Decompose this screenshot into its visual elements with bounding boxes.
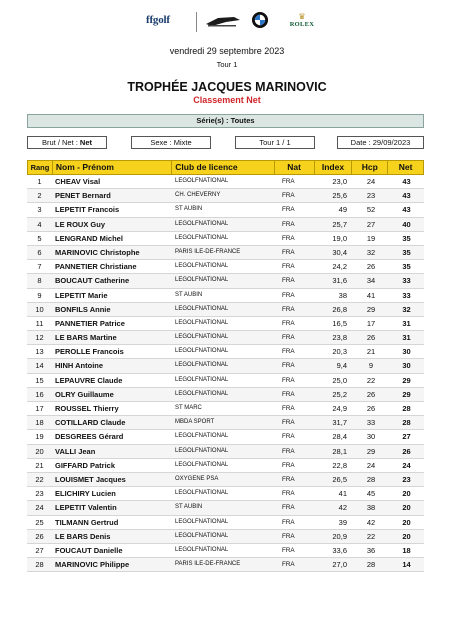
cell-nat: FRA: [282, 405, 295, 412]
cell-name: TILMANN Gertrud: [55, 517, 119, 527]
cell-net: 26: [402, 446, 411, 456]
cell-club: OXYGENE PSA: [175, 475, 219, 482]
cell-net: 24: [402, 460, 411, 470]
cell-rank: 14: [35, 361, 44, 371]
cell-name: ELICHIRY Lucien: [55, 489, 116, 499]
cell-nat: FRA: [282, 518, 295, 526]
table-row: [27, 558, 424, 572]
table-row: [27, 430, 424, 444]
cell-club: LEGOLFNATIONAL: [175, 546, 229, 553]
tour-filter: Tour 1 / 1: [235, 136, 315, 149]
cell-name: LOUISMET Jacques: [55, 474, 126, 484]
cell-club: LEGOLFNATIONAL: [175, 319, 229, 326]
cell-nat: FRA: [282, 192, 295, 200]
cell-club: ST AUBIN: [175, 504, 203, 511]
cell-name: LE BARS Denis: [55, 531, 111, 541]
cell-club: LEGOLFNATIONAL: [175, 277, 229, 284]
cell-name: LE BARS Martine: [55, 333, 117, 343]
cell-hcp: 38: [366, 503, 376, 513]
sexe-filter: Sexe : Mixte: [131, 136, 211, 149]
cell-name: LEPAUVRE Claude: [55, 375, 123, 385]
table-row: [27, 232, 424, 246]
cell-net: 35: [402, 262, 411, 272]
cell-index: 28,1: [332, 446, 347, 456]
cell-index: 33,6: [332, 545, 347, 555]
cell-hcp: 21: [366, 347, 376, 357]
table-header: [27, 160, 424, 175]
cell-nat: FRA: [282, 433, 295, 441]
cell-name: ROUSSEL Thierry: [55, 404, 119, 413]
tour-label: Tour 1: [216, 60, 238, 69]
date-filter: Date : 29/09/2023: [337, 136, 424, 149]
cell-hcp: 27: [366, 219, 376, 229]
cell-index: 25,7: [332, 219, 347, 229]
cell-name: BOUCAUT Catherine: [55, 276, 130, 286]
cell-name: FOUCAUT Danielle: [55, 545, 123, 555]
cell-net: 35: [402, 247, 411, 257]
cell-club: LEGOLFNATIONAL: [175, 447, 229, 454]
cell-hcp: 17: [366, 318, 376, 328]
table-row: [27, 345, 424, 359]
cell-hcp: 29: [366, 446, 376, 456]
logo-divider: [196, 12, 197, 32]
cell-index: 19,0: [332, 233, 347, 243]
cell-hcp: 28: [366, 560, 376, 570]
cell-nat: FRA: [282, 319, 295, 327]
cell-rank: 2: [37, 191, 42, 201]
event-date: vendredi 29 septembre 2023: [169, 46, 285, 56]
cell-rank: 3: [37, 205, 42, 215]
cell-club: LEGOLFNATIONAL: [175, 334, 229, 341]
cell-club: ST AUBIN: [175, 206, 203, 213]
table-row: [27, 473, 424, 487]
cell-net: 40: [402, 219, 411, 229]
table-row: [27, 459, 424, 473]
cell-hcp: 26: [366, 333, 376, 343]
results-table: [27, 160, 424, 572]
table-row: [27, 445, 424, 459]
cell-name: DESGREES Gérard: [55, 432, 124, 442]
column-header-nat: Nat: [275, 161, 315, 174]
cell-nat: FRA: [282, 178, 295, 185]
brut-net-filter: Brut / Net : Net: [27, 136, 107, 149]
cell-rank: 27: [35, 545, 44, 555]
cell-hcp: 24: [366, 177, 376, 186]
table-row: [27, 544, 424, 558]
cell-nat: FRA: [282, 362, 295, 370]
cell-hcp: 22: [366, 531, 376, 541]
cell-hcp: 24: [366, 460, 376, 470]
cell-club: LEGOLFNATIONAL: [175, 518, 229, 525]
cell-name: LEPETIT Valentin: [55, 503, 117, 513]
cell-name: LE ROUX Guy: [55, 219, 106, 229]
cell-hcp: 34: [366, 276, 376, 286]
cell-net: 27: [402, 432, 411, 442]
table-row: [27, 501, 424, 515]
table-row: [27, 303, 424, 317]
cell-index: 23,0: [332, 177, 347, 186]
cell-rank: 11: [35, 318, 44, 328]
cell-rank: 5: [37, 233, 42, 243]
cell-club: LEGOLFNATIONAL: [175, 390, 229, 397]
cell-rank: 18: [35, 418, 44, 428]
cell-net: 31: [402, 333, 411, 343]
cell-index: 23,8: [332, 333, 347, 343]
cell-net: 33: [402, 276, 411, 286]
table-row: [27, 331, 424, 345]
table-row: [27, 218, 424, 232]
cell-rank: 25: [35, 517, 44, 527]
cell-index: 39: [338, 517, 347, 527]
trophy-logo: [204, 15, 242, 28]
cell-net: 28: [402, 404, 411, 413]
cell-hcp: 42: [366, 517, 376, 527]
cell-index: 27,0: [332, 560, 347, 570]
cell-club: LEGOLFNATIONAL: [175, 220, 229, 227]
page-subtitle: Classement Net: [193, 95, 261, 105]
cell-hcp: 45: [366, 489, 376, 499]
cell-net: 29: [402, 375, 411, 385]
cell-rank: 4: [37, 219, 42, 229]
cell-rank: 12: [35, 333, 44, 343]
cell-nat: FRA: [282, 220, 295, 228]
cell-index: 28,4: [332, 432, 347, 442]
table-row: [27, 374, 424, 388]
column-header-net: Net: [398, 162, 413, 172]
cell-index: 24,2: [332, 262, 347, 272]
cell-nat: FRA: [282, 234, 295, 242]
cell-nat: FRA: [282, 532, 295, 540]
cell-rank: 10: [35, 304, 44, 314]
cell-name: LENGRAND Michel: [55, 233, 123, 243]
cell-name: MARINOVIC Christophe: [55, 247, 140, 257]
cell-nat: FRA: [282, 376, 295, 384]
cell-club: PARIS ILE-DE-FRANCE: [175, 248, 241, 255]
cell-net: 29: [402, 389, 411, 399]
cell-net: 14: [402, 560, 411, 570]
cell-club: ST MARC: [175, 405, 202, 411]
cell-rank: 20: [35, 446, 44, 456]
cell-nat: FRA: [282, 248, 295, 256]
cell-index: 30,4: [332, 247, 347, 257]
cell-net: 20: [402, 489, 411, 499]
cell-rank: 26: [35, 531, 44, 541]
cell-rank: 19: [35, 432, 44, 442]
cell-hcp: 30: [366, 432, 376, 442]
table-row: [27, 516, 424, 530]
table-row: [27, 359, 424, 373]
cell-club: LEGOLFNATIONAL: [175, 490, 229, 497]
cell-net: 43: [402, 177, 411, 186]
cell-index: 20,9: [332, 531, 347, 541]
cell-rank: 16: [35, 389, 44, 399]
cell-nat: FRA: [282, 263, 295, 271]
cell-net: 20: [402, 517, 411, 527]
cell-rank: 8: [37, 276, 42, 286]
cell-nat: FRA: [282, 461, 295, 469]
ffgolf-logo: ffgolf: [146, 14, 170, 26]
cell-net: 33: [402, 290, 411, 300]
crown-icon: ♛: [298, 12, 306, 21]
cell-hcp: 33: [366, 418, 376, 428]
column-header-hcp: Hcp: [352, 161, 388, 174]
cell-nat: FRA: [282, 277, 295, 285]
cell-net: 30: [402, 361, 411, 371]
cell-rank: 15: [35, 375, 44, 385]
cell-nat: FRA: [282, 504, 295, 512]
table-row: [27, 175, 424, 189]
cell-index: 31,7: [332, 418, 347, 428]
cell-club: LEGOLFNATIONAL: [175, 234, 229, 241]
cell-index: 42: [338, 503, 347, 513]
cell-nat: FRA: [282, 490, 295, 498]
cell-rank: 17: [35, 404, 44, 413]
cell-nat: FRA: [282, 561, 295, 569]
cell-index: 25,0: [332, 375, 347, 385]
cell-club: MBDA SPORT: [175, 419, 215, 426]
cell-net: 35: [402, 233, 411, 243]
cell-rank: 9: [37, 290, 42, 300]
cell-index: 20,3: [332, 347, 347, 357]
cell-name: PANNETIER Patrice: [55, 318, 125, 328]
cell-index: 16,5: [332, 318, 347, 328]
cell-index: 26,8: [332, 304, 347, 314]
cell-index: 38: [338, 290, 347, 300]
cell-rank: 24: [35, 503, 44, 513]
table-row: [27, 402, 424, 416]
table-row: [27, 416, 424, 430]
cell-rank: 13: [35, 347, 44, 357]
cell-index: 25,2: [332, 389, 347, 399]
cell-hcp: 28: [366, 474, 376, 484]
cell-hcp: 32: [366, 247, 376, 257]
cell-nat: FRA: [282, 390, 295, 398]
cell-name: MARINOVIC Philippe: [55, 560, 130, 570]
cell-hcp: 9: [368, 361, 374, 371]
table-row: [27, 289, 424, 303]
cell-index: 31,6: [332, 276, 347, 286]
cell-club: LEGOLFNATIONAL: [175, 433, 229, 440]
cell-nat: FRA: [282, 546, 295, 554]
cell-hcp: 52: [366, 205, 376, 215]
cell-nat: FRA: [282, 334, 295, 342]
cell-net: 32: [402, 304, 411, 314]
series-banner: Série(s) : Toutes: [27, 114, 424, 128]
cell-name: VALLI Jean: [55, 446, 96, 456]
table-row: [27, 203, 424, 217]
cell-rank: 28: [35, 560, 44, 570]
cell-name: COTILLARD Claude: [55, 418, 126, 428]
cell-name: PEROLLE Francois: [55, 347, 124, 357]
cell-nat: FRA: [282, 206, 295, 214]
cell-net: 20: [402, 503, 411, 513]
table-row: [27, 246, 424, 260]
cell-net: 28: [402, 418, 411, 428]
cell-net: 23: [402, 474, 411, 484]
cell-net: 43: [402, 205, 411, 215]
cell-rank: 7: [37, 262, 42, 272]
cell-hcp: 26: [366, 404, 376, 413]
cell-club: ST AUBIN: [175, 291, 203, 298]
column-header-club: Club de licence: [172, 161, 274, 174]
table-body: [27, 175, 424, 572]
cell-rank: 21: [35, 460, 44, 470]
cell-index: 24,9: [332, 404, 347, 413]
cell-hcp: 29: [366, 304, 376, 314]
cell-name: PANNETIER Christiane: [55, 262, 137, 272]
table-row: [27, 274, 424, 288]
cell-net: 20: [402, 531, 411, 541]
cell-name: LEPETIT Francois: [55, 205, 120, 215]
cell-hcp: 26: [366, 262, 376, 272]
cell-club: LEGOLFNATIONAL: [175, 362, 229, 369]
cell-club: LEGOLFNATIONAL: [175, 263, 229, 270]
rolex-logo: ♛ ROLEX: [286, 12, 318, 32]
cell-club: LEGOLFNATIONAL: [175, 532, 229, 539]
page-title: TROPHÉE JACQUES MARINOVIC: [127, 80, 327, 94]
cell-nat: FRA: [282, 305, 295, 313]
cell-hcp: 22: [366, 375, 376, 385]
cell-club: LEGOLFNATIONAL: [175, 376, 229, 383]
cell-rank: 22: [35, 474, 44, 484]
cell-hcp: 36: [366, 545, 376, 555]
sponsor-logos: [0, 6, 454, 36]
cell-index: 9,4: [336, 361, 347, 371]
cell-hcp: 19: [366, 233, 376, 243]
bmw-logo: [252, 12, 268, 28]
cell-name: BONFILS Annie: [55, 304, 111, 314]
cell-rank: 1: [37, 177, 42, 186]
column-header-index: Index: [315, 161, 353, 174]
cell-nat: FRA: [282, 475, 295, 483]
cell-club: LEGOLFNATIONAL: [175, 305, 229, 312]
cell-name: OLRY Guillaume: [55, 389, 114, 399]
table-row: [27, 487, 424, 501]
cell-index: 22,8: [332, 460, 347, 470]
cell-club: PARIS ILE-DE-FRANCE: [175, 561, 241, 568]
cell-index: 49: [338, 205, 347, 215]
cell-index: 41: [338, 489, 347, 499]
cell-nat: FRA: [282, 447, 295, 455]
cell-club: LEGOLFNATIONAL: [175, 461, 229, 468]
cell-index: 26,5: [332, 474, 347, 484]
cell-name: CHEAV Visal: [55, 177, 101, 186]
cell-name: LEPETIT Marie: [55, 290, 108, 300]
cell-club: LEGOLFNATIONAL: [175, 178, 229, 184]
table-row: [27, 260, 424, 274]
cell-hcp: 41: [366, 290, 376, 300]
table-row: [27, 388, 424, 402]
table-row: [27, 317, 424, 331]
cell-nat: FRA: [282, 291, 295, 299]
cell-hcp: 26: [366, 389, 376, 399]
cell-net: 31: [402, 318, 411, 328]
cell-net: 43: [402, 191, 411, 201]
cell-name: HINH Antoine: [55, 361, 104, 371]
cell-rank: 23: [35, 489, 44, 499]
cell-nat: FRA: [282, 348, 295, 356]
cell-club: CH. CHEVERNY: [175, 192, 221, 199]
column-header-rank: Rang: [28, 161, 53, 174]
column-header-name: Nom - Prénom: [53, 161, 172, 174]
table-row: [27, 189, 424, 203]
cell-nat: FRA: [282, 419, 295, 427]
cell-hcp: 23: [366, 191, 376, 201]
cell-club: LEGOLFNATIONAL: [175, 348, 229, 355]
cell-name: GIFFARD Patrick: [55, 460, 116, 470]
cell-net: 18: [402, 545, 411, 555]
table-row: [27, 530, 424, 544]
cell-name: PENET Bernard: [55, 191, 111, 201]
cell-index: 25,6: [332, 191, 347, 201]
cell-net: 30: [402, 347, 411, 357]
cell-rank: 6: [37, 247, 42, 257]
